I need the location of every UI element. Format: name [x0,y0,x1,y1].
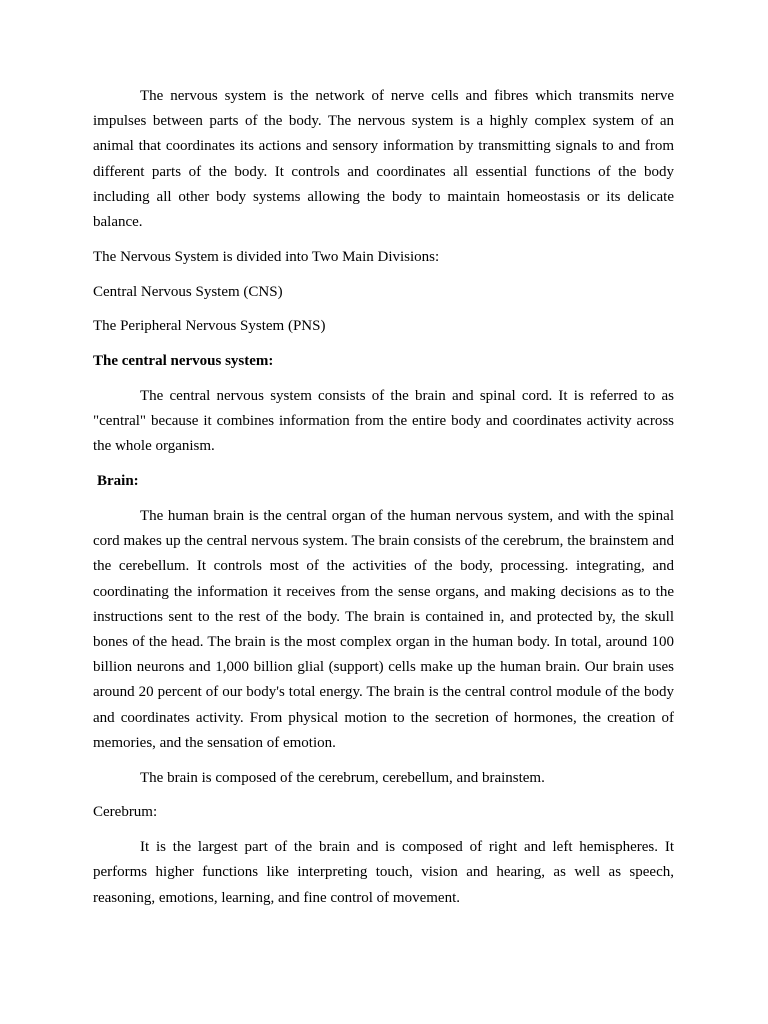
cerebrum-paragraph: It is the largest part of the brain and is composed of right and left hemispheres. It performs higher functions like interpreting touch, vision and hearing, as well as speech, reasoning, emotions, learning, and fine control of movement. [93,839,674,906]
divisions-intro: The Nervous System is divided into Two Main Divisions: [93,248,440,265]
cns-heading: The central nervous system: [93,353,274,370]
brain-paragraph: The human brain is the central organ of the human nervous system, and with the spinal cord makes up the central nervous system. The brain consists of the cerebrum, the brainstem and the cerebellum. It controls most of the activities of the body, processing. integrating, and coordinating the information it receives from the sense organs, and making decisions as to the instructions sent to the rest of the body. The brain is contained in, and protected by, the skull bones of the head. The brain is the most complex organ in the human body. In total, around 100 billion neurons and 1,000 billion glial (support) cells make up the human brain. Our brain uses around 20 percent of our body's total energy. The brain is the central control module of the body and coordinates activity. From physical motion to the secretion of hormones, the creation of memories, and the sensation of emotion. [93,508,674,751]
division-pns: The Peripheral Nervous System (PNS) [93,318,326,335]
division-cns: Central Nervous System (CNS) [93,283,283,300]
brain-heading: Brain: [97,473,139,490]
brain-composition: The brain is composed of the cerebrum, cerebellum, and brainstem. [140,769,545,786]
intro-paragraph: The nervous system is the network of nerve cells and fibres which transmits nerve impulses between parts of the body. The nervous system is a highly complex system of an animal that coordinates its actions and sensory information by transmitting signals to and from different parts of the body. It controls and coordinates all essential functions of the body including all other body systems allowing the body to maintain homeostasis or its delicate balance. [93,88,674,231]
cerebrum-heading: Cerebrum: [93,804,158,821]
cns-paragraph: The central nervous system consists of the brain and spinal cord. It is referred to as "central" because it combines information from the entire body and coordinates activity across the whole organism. [93,388,674,455]
